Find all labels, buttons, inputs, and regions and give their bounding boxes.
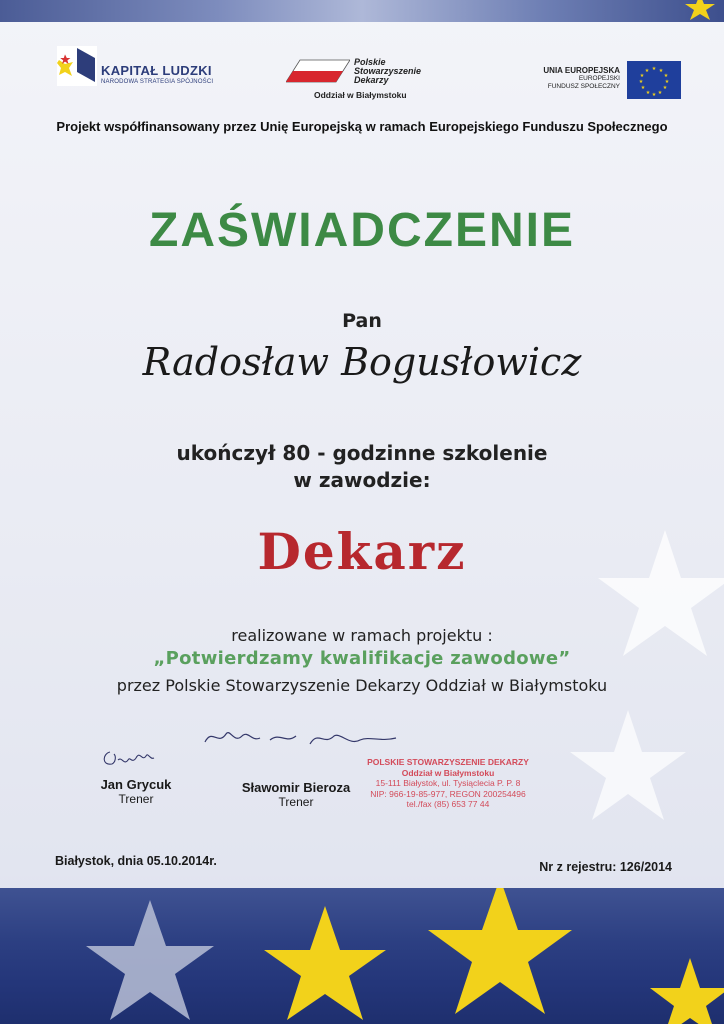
svg-text:★: ★: [664, 79, 670, 85]
svg-text:★: ★: [651, 92, 657, 98]
kapital-ludzki-subtitle: NARODOWA STRATEGIA SPÓJNOŚCI: [101, 79, 214, 85]
svg-text:★: ★: [640, 85, 646, 91]
project-name: „Potwierdzamy kwalifikacje zawodowe”: [153, 648, 571, 669]
svg-text:★: ★: [645, 90, 651, 96]
signature-role-2: Trener: [278, 795, 314, 809]
psd-name: [354, 58, 464, 85]
person-name: Radosław Bogusłowicz: [142, 340, 582, 384]
stamp-line3: 15-111 Białystok, ul. Tysiąclecia P. P. 8: [375, 778, 521, 788]
kapital-ludzki-logo-icon: [57, 46, 97, 86]
completion-statement: [0, 440, 724, 494]
completion-line2: w zawodzie:: [293, 468, 431, 492]
signature-block-1: [86, 777, 186, 806]
signature-block-2: [230, 780, 362, 809]
eu-line2: FUNDUSZ SPOŁECZNY: [547, 83, 620, 90]
signature-name-1: Jan Grycuk: [100, 777, 172, 792]
svg-text:★: ★: [638, 79, 644, 85]
kapital-ludzki-title: KAPITAŁ LUDZKI: [101, 63, 212, 78]
organizer-line: przez Polskie Stowarzyszenie Dekarzy Oddział w Białymstoku: [116, 676, 608, 695]
eu-line1: EUROPEJSKI: [578, 75, 620, 82]
svg-text:★: ★: [662, 85, 668, 91]
stamp-line5: tel./fax (85) 653 77 44: [406, 799, 490, 809]
profession: Dekarz: [257, 522, 467, 581]
stamp-line4: NIP: 966-19-85-977, REGON 200254496: [370, 788, 526, 799]
stamp-line1: POLSKIE STOWARZYSZENIE DEKARZY: [367, 757, 529, 767]
svg-text:★: ★: [644, 68, 650, 74]
psd-name-line2: Stowarzyszenie: [354, 66, 422, 76]
svg-text:★: ★: [658, 68, 664, 74]
psd-name-line3: Dekarzy: [354, 75, 389, 85]
svg-text:★: ★: [639, 73, 645, 79]
psd-branch: Oddział w Białymstoku: [314, 90, 407, 100]
salutation: Pan: [342, 310, 382, 332]
eu-title: UNIA EUROPEJSKA: [543, 66, 620, 75]
signature-name-2: Sławomir Bieroza: [241, 780, 351, 795]
certificate-title: ZAŚWIADCZENIE: [149, 204, 575, 257]
realized-line: realizowane w ramach projektu :: [231, 626, 493, 645]
eu-flag-strip-top: [0, 0, 724, 22]
svg-text:★: ★: [651, 66, 657, 72]
completion-line1: ukończył 80 - godzinne szkolenie: [176, 441, 548, 465]
eu-flag-strip-bottom: [0, 888, 724, 1024]
svg-text:★: ★: [657, 90, 663, 96]
cofinance-note: Projekt współfinansowany przez Unię Europejską w ramach Europejskiego Funduszu Społecznego: [56, 119, 668, 134]
organization-stamp: [353, 757, 543, 810]
eu-flag-icon: [627, 61, 681, 99]
svg-text:★: ★: [663, 73, 669, 79]
handwritten-signature-grycuk: [100, 746, 160, 772]
handwritten-signature-top: [200, 724, 400, 754]
registry-number: Nr z rejestru: 126/2014: [539, 860, 672, 874]
stamp-line2: Oddział w Białymstoku: [401, 767, 495, 778]
psd-name-line1: Polskie: [354, 57, 386, 67]
signature-role-1: Trener: [118, 792, 154, 806]
psd-roof-logo-icon: [286, 58, 350, 84]
place-and-date: Białystok, dnia 05.10.2014r.: [55, 854, 217, 868]
